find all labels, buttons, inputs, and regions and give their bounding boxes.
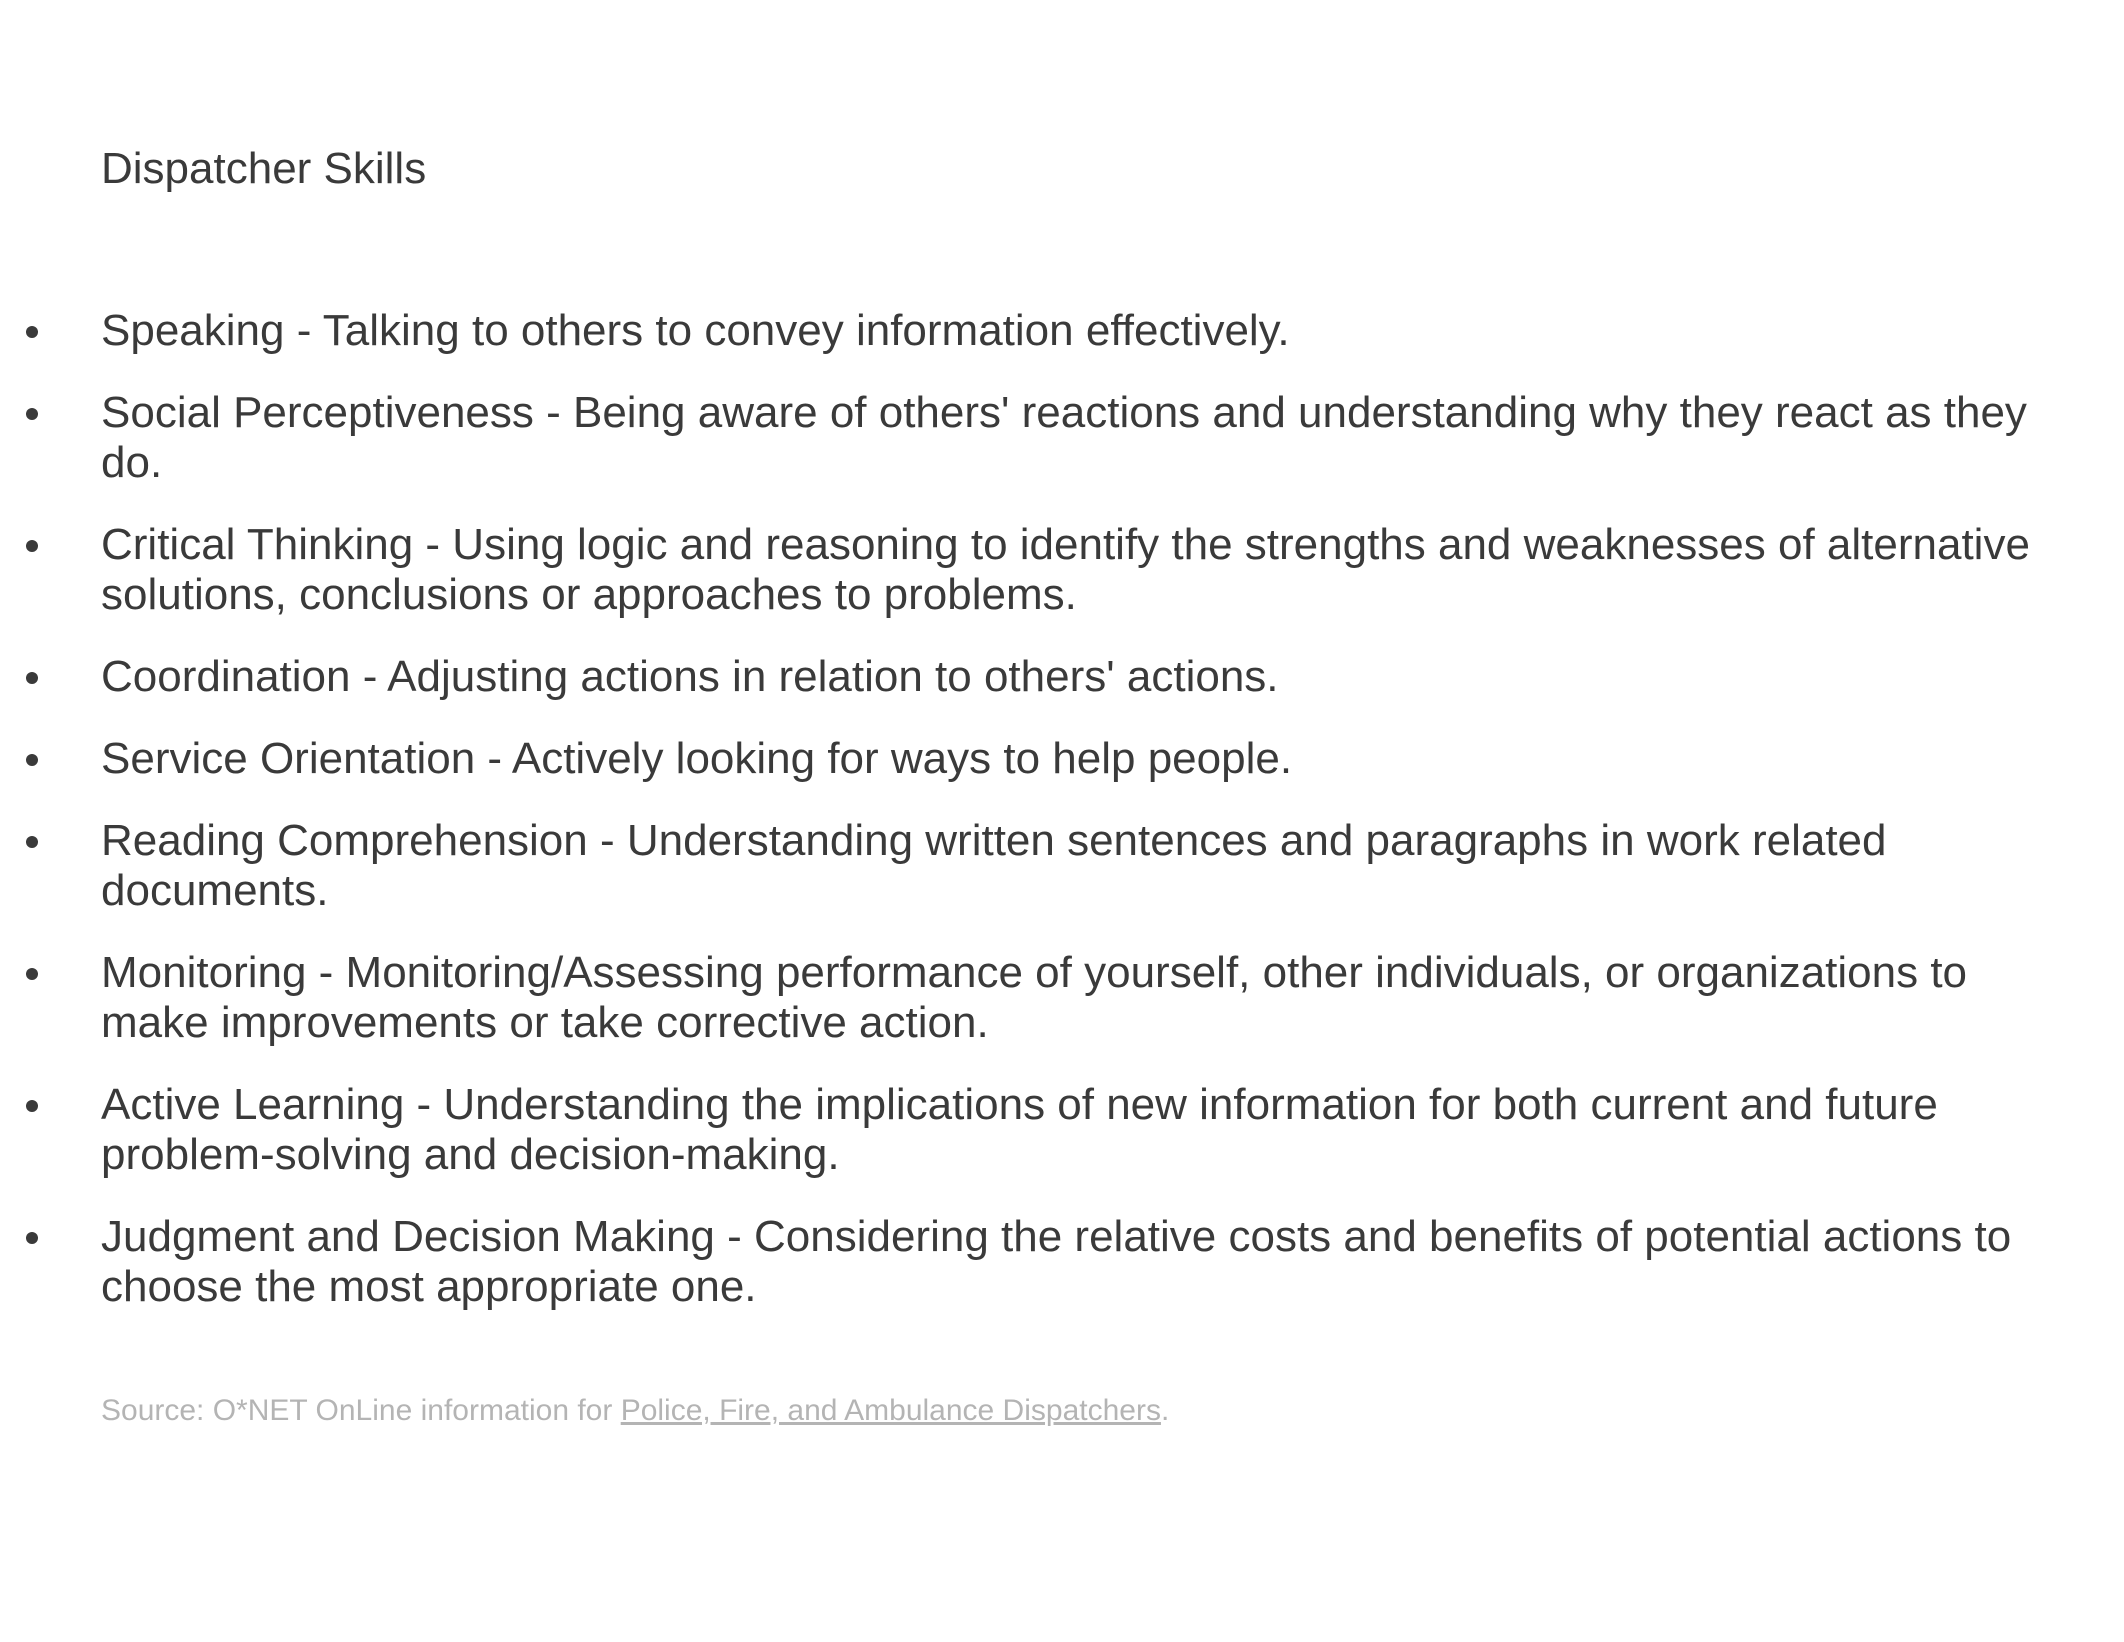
bullet-icon	[26, 1232, 38, 1244]
bullet-icon	[26, 754, 38, 766]
skill-text: Monitoring - Monitoring/Assessing performance of yourself, other individuals, or organizations to make improvements or take corrective action.	[101, 948, 1968, 1047]
skill-text: Judgment and Decision Making - Considering the relative costs and benefits of potential actions to choose the most appropriate one.	[101, 1212, 2012, 1311]
list-item	[0, 1212, 2124, 1312]
skill-text: Critical Thinking - Using logic and reasoning to identify the strengths and weaknesses of alternative solutions, conclusions or approaches to problems.	[101, 520, 2030, 619]
list-item	[0, 652, 2124, 702]
bullet-icon	[26, 1100, 38, 1112]
bullet-icon	[26, 836, 38, 848]
list-item	[0, 388, 2124, 488]
skill-text: Social Perceptiveness - Being aware of others' reactions and understanding why they react as they do.	[101, 388, 2027, 487]
bullet-icon	[26, 672, 38, 684]
bullet-icon	[26, 968, 38, 980]
source-prefix: Source: O*NET OnLine information for	[101, 1394, 621, 1427]
list-item	[0, 1080, 2124, 1180]
source-suffix: .	[1160, 1394, 1170, 1427]
skills-list	[0, 306, 2124, 1344]
skill-text: Service Orientation - Actively looking for ways to help people.	[101, 734, 1293, 783]
source-note	[101, 1393, 1169, 1429]
list-item	[0, 520, 2124, 620]
list-item	[0, 734, 2124, 784]
bullet-icon	[26, 408, 38, 420]
skill-text: Coordination - Adjusting actions in relation to others' actions.	[101, 652, 1279, 701]
skill-text: Active Learning - Understanding the implications of new information for both current and future problem-solving and decision-making.	[101, 1080, 1938, 1179]
skill-text: Speaking - Talking to others to convey information effectively.	[101, 306, 1290, 355]
bullet-icon	[26, 540, 38, 552]
source-link[interactable]: Police, Fire, and Ambulance Dispatchers	[620, 1394, 1161, 1427]
list-item	[0, 306, 2124, 356]
bullet-icon	[26, 326, 38, 338]
page-title: Dispatcher Skills	[101, 144, 427, 193]
list-item	[0, 948, 2124, 1048]
list-item	[0, 816, 2124, 916]
skill-text: Reading Comprehension - Understanding written sentences and paragraphs in work related documents.	[101, 816, 1887, 915]
